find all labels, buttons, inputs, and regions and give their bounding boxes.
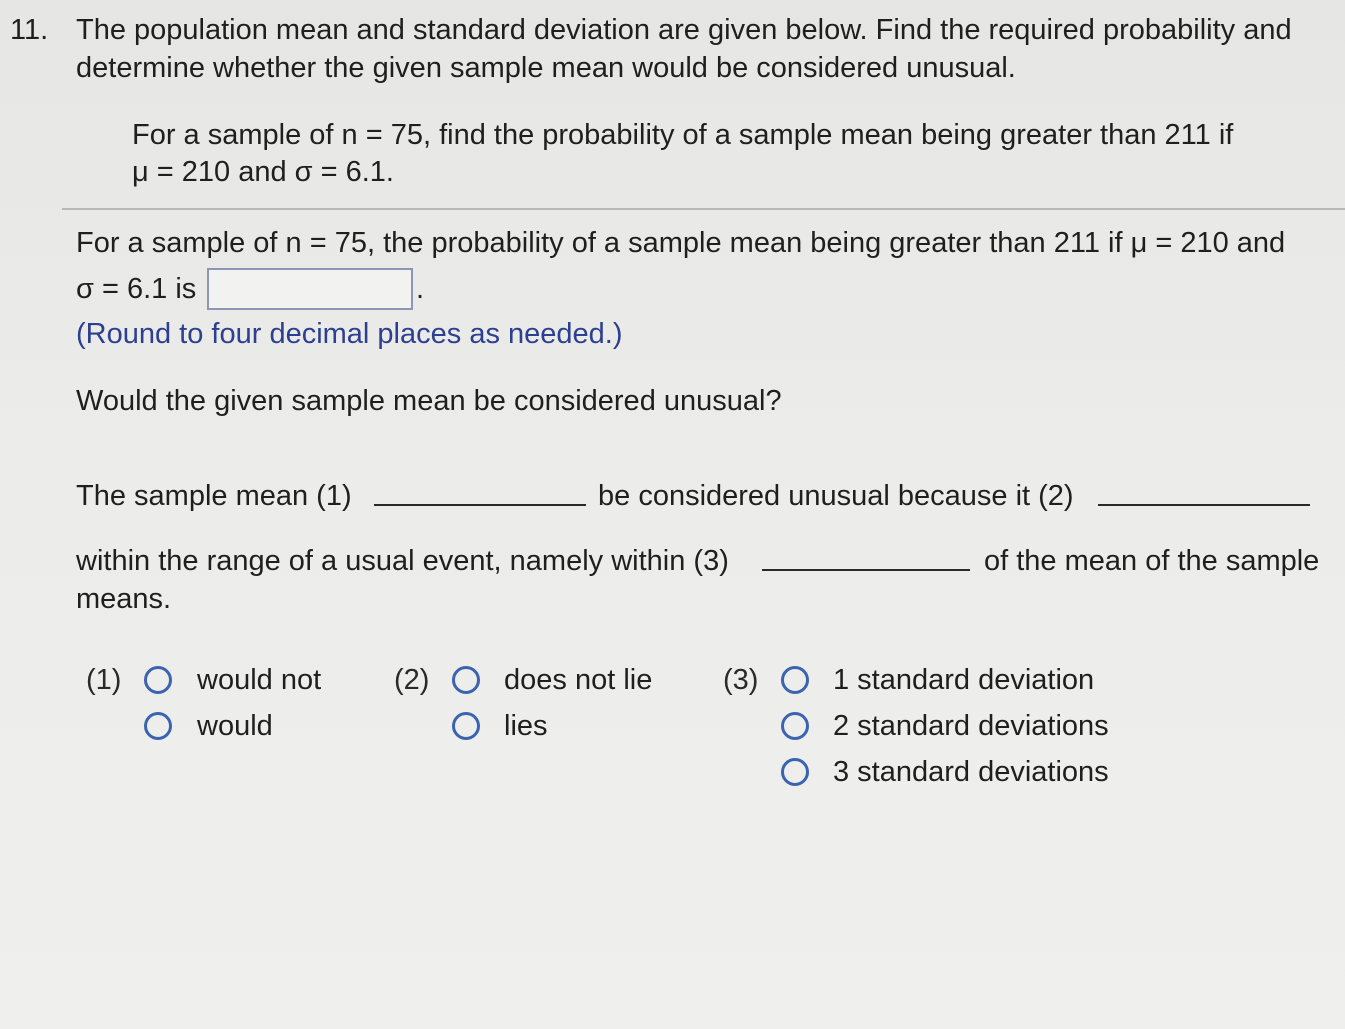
option-would[interactable]: would bbox=[197, 710, 273, 742]
answer-period: . bbox=[416, 273, 425, 305]
option-lies[interactable]: lies bbox=[504, 710, 548, 742]
sentence-part-2: be considered unusual because it (2) bbox=[598, 480, 1074, 512]
radio-would[interactable] bbox=[144, 712, 172, 740]
sentence-part-1: The sample mean (1) bbox=[76, 480, 352, 512]
radio-would-not[interactable] bbox=[144, 666, 172, 694]
option-3-standard-deviations[interactable]: 3 standard deviations bbox=[833, 756, 1109, 788]
option-would-not[interactable]: would not bbox=[197, 664, 322, 696]
unusual-question: Would the given sample mean be considered unusual? bbox=[76, 385, 782, 417]
blank-3 bbox=[762, 569, 970, 571]
radio-lies[interactable] bbox=[452, 712, 480, 740]
rounding-note: (Round to four decimal places as needed.) bbox=[76, 318, 623, 350]
probability-answer-box[interactable] bbox=[207, 268, 413, 310]
problem-statement-line-2: μ = 210 and σ = 6.1. bbox=[132, 156, 394, 188]
blank-2 bbox=[1098, 504, 1310, 506]
option-2-standard-deviations[interactable]: 2 standard deviations bbox=[833, 710, 1109, 742]
question-text-line-2: determine whether the given sample mean would be considered unusual. bbox=[76, 52, 1016, 84]
question-text-line-1: The population mean and standard deviation are given below. Find the required probability and bbox=[76, 14, 1292, 46]
option-does-not-lie[interactable]: does not lie bbox=[504, 664, 653, 696]
radio-does-not-lie[interactable] bbox=[452, 666, 480, 694]
sentence-part-3: within the range of a usual event, namely within (3) bbox=[76, 545, 729, 577]
radio-1-standard-deviation[interactable] bbox=[781, 666, 809, 694]
question-number: 11. bbox=[10, 14, 49, 46]
radio-3-standard-deviations[interactable] bbox=[781, 758, 809, 786]
section-divider bbox=[62, 208, 1345, 210]
radio-2-standard-deviations[interactable] bbox=[781, 712, 809, 740]
probability-input[interactable] bbox=[209, 270, 411, 308]
answer-statement-prefix: σ = 6.1 is bbox=[76, 273, 197, 305]
answer-statement-line-1: For a sample of n = 75, the probability of a sample mean being greater than 211 if μ = 210 and bbox=[76, 227, 1286, 259]
sentence-part-5: means. bbox=[76, 583, 172, 615]
sentence-part-4: of the mean of the sample bbox=[984, 545, 1320, 577]
group-2-label: (2) bbox=[394, 664, 430, 696]
blank-1 bbox=[374, 504, 586, 506]
group-1-label: (1) bbox=[86, 664, 122, 696]
problem-statement-line-1: For a sample of n = 75, find the probability of a sample mean being greater than 211 if bbox=[132, 119, 1234, 151]
group-3-label: (3) bbox=[723, 664, 759, 696]
option-1-standard-deviation[interactable]: 1 standard deviation bbox=[833, 664, 1095, 696]
